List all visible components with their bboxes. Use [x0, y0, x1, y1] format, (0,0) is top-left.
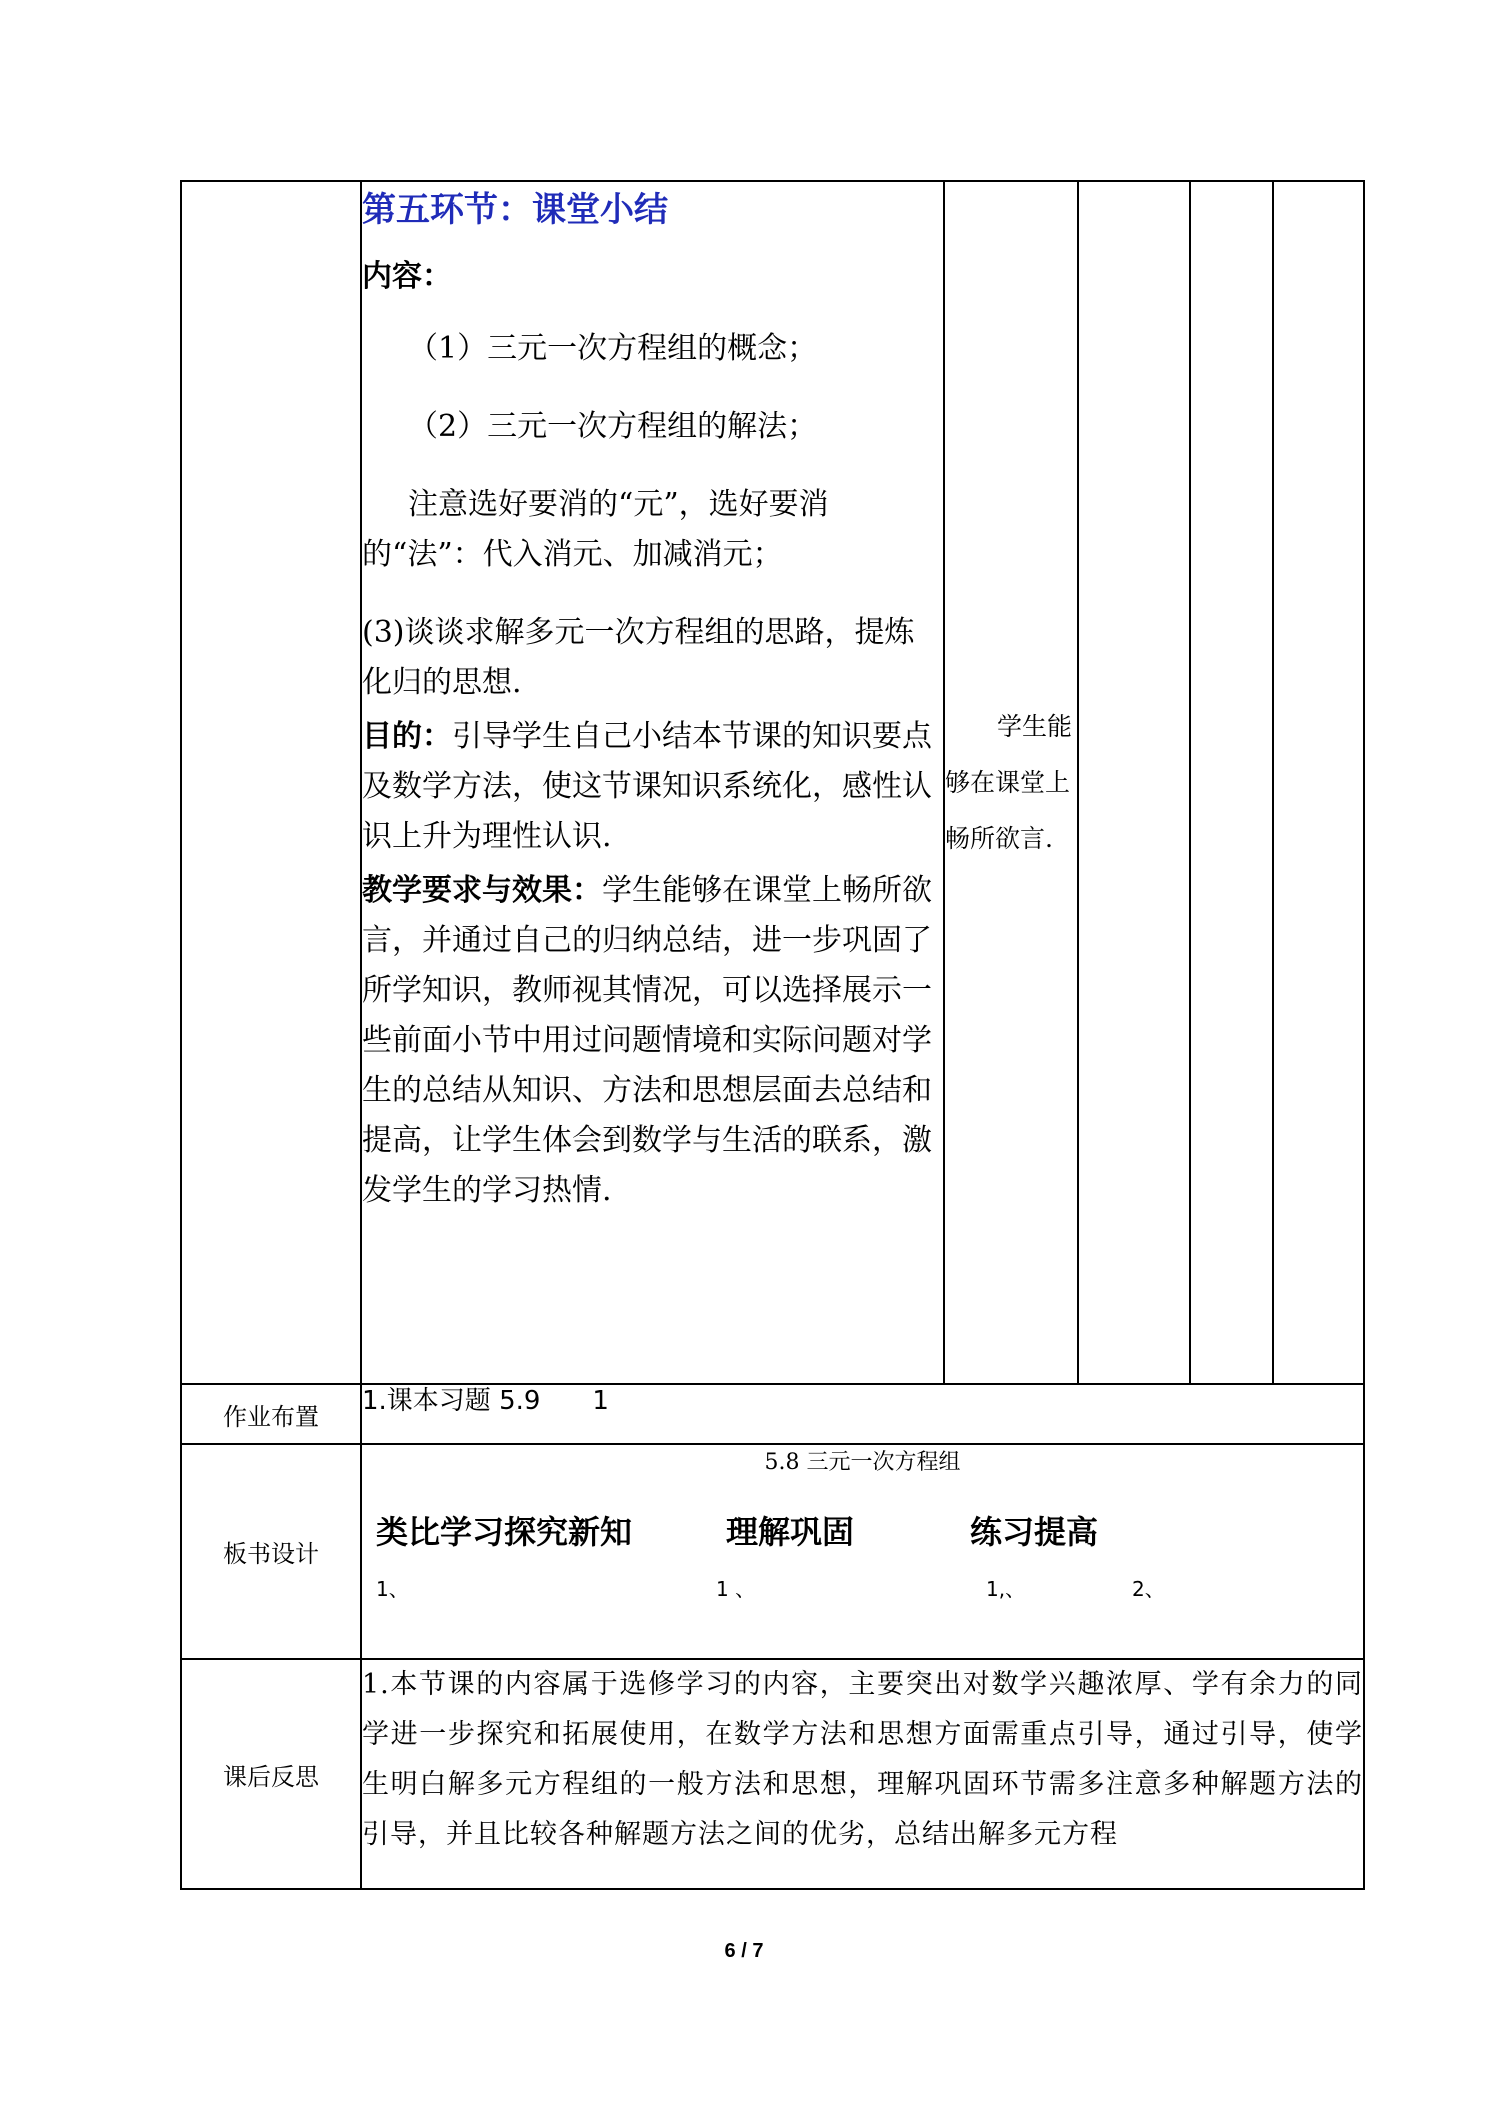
requirement-text: 学生能够在课堂上畅所欲言，并通过自己的归纳总结，进一步巩固了所学知识，教师视其情况，可以选择展示一些前面小节中用过问题情境和实际问题对学生的总结从知识、方法和思想层面去总结和提高，让学生体会到数学与生活的联系，激发学生的学习热情. — [362, 873, 932, 1208]
board-heading-3: 练习提高 — [970, 1513, 1099, 1551]
reflection-row — [181, 1659, 1364, 1889]
empty-cell-2 — [1190, 181, 1273, 1384]
homework-row — [181, 1384, 1364, 1444]
requirement-paragraph — [362, 866, 943, 1216]
board-row — [181, 1444, 1364, 1659]
board-num-3: 1,、 — [986, 1577, 1026, 1601]
lesson-plan-table — [180, 180, 1365, 1890]
empty-cell-1 — [1078, 181, 1190, 1384]
summary-note: 注意选好要消的“元”，选好要消的“法”：代入消元、加减消元； — [362, 487, 829, 572]
summary-label-cell — [181, 181, 361, 1384]
board-headings — [376, 1507, 1377, 1557]
page-number: 6 / 7 — [724, 1940, 764, 1962]
purpose-text: 引导学生自己小结本节课的知识要点及数学方法，使这节课知识系统化，感性认识上升为理性认识. — [362, 719, 932, 854]
summary-item-1: （1）三元一次方程组的概念； — [408, 331, 818, 366]
student-activity-text: 学生能够在课堂上畅所欲言. — [945, 711, 1073, 853]
board-heading-1: 类比学习探究新知 — [376, 1513, 633, 1551]
board-num-4: 2、 — [1132, 1577, 1165, 1601]
board-num-2: 1 、 — [716, 1577, 756, 1601]
board-heading-2: 理解巩固 — [726, 1513, 855, 1551]
board-design-cell — [361, 1444, 1364, 1659]
board-title: 5.8 三元一次方程组 — [764, 1450, 961, 1475]
student-activity-cell — [944, 181, 1078, 1384]
summary-row — [181, 181, 1364, 1384]
board-num-1: 1、 — [376, 1577, 409, 1601]
section-title: 第五环节：课堂小结 — [362, 190, 668, 230]
reflection-label: 课后反思 — [181, 1659, 361, 1889]
content-label: 内容： — [362, 259, 452, 294]
purpose-label: 目的： — [362, 719, 452, 754]
purpose-paragraph — [362, 712, 943, 862]
board-label: 板书设计 — [181, 1444, 361, 1659]
reflection-text: 1.本节课的内容属于选修学习的内容，主要突出对数学兴趣浓厚、学有余力的同学进一步探究和拓展使用，在数学方法和思想方面需重点引导，通过引导，使学生明白解多元方程组的一般方法和思想，理解巩固环节需多注意多种解题方法的引导，并且比较各种解题方法之间的优劣，总结出解多元方程 — [361, 1659, 1364, 1889]
homework-text: 1.课本习题 5.9 1 — [361, 1384, 1364, 1444]
empty-cell-3 — [1273, 181, 1364, 1384]
requirement-label: 教学要求与效果： — [362, 873, 602, 908]
summary-content-cell — [361, 181, 944, 1384]
summary-item-2: （2）三元一次方程组的解法； — [408, 409, 818, 444]
homework-label: 作业布置 — [181, 1384, 361, 1444]
summary-item-3: (3)谈谈求解多元一次方程组的思路，提炼化归的思想. — [362, 615, 915, 700]
